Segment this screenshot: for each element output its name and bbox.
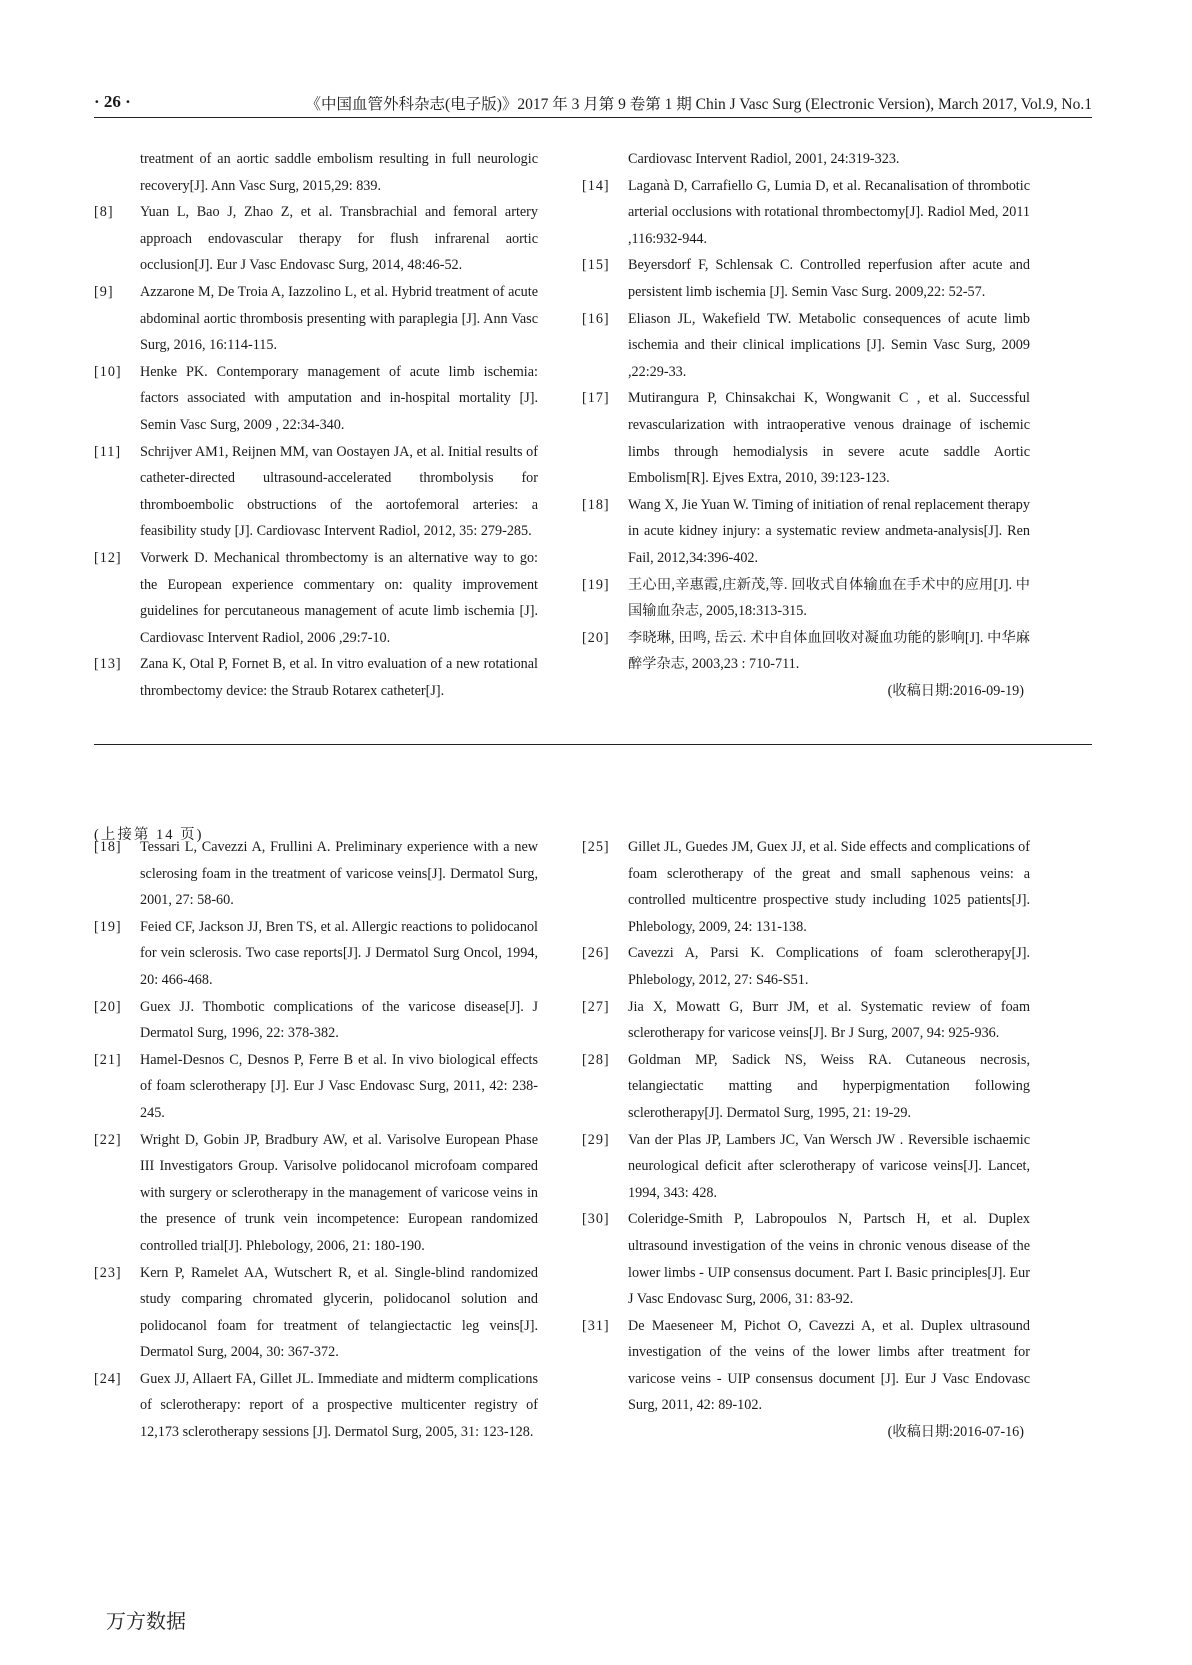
reference-item [582,306,1030,386]
reference-item [582,1047,1030,1127]
top-right-column [582,146,1030,704]
reference-item [582,1206,1030,1312]
reference-list [582,173,1030,678]
received-date: (收稿日期:2016-07-16) [887,1424,1024,1441]
reference-number: [13] [94,656,122,673]
reference-item [94,1260,538,1366]
reference-text: Hamel-Desnos C, Desnos P, Ferre B et al. In vivo biological effects of foam sclerotherapy [J]. Eur J Vasc Endovasc Surg, 2011, 42: 238-245. [140,1051,538,1121]
reference-continuation: Cardiovasc Intervent Radiol, 2001, 24:319-323. [628,151,900,167]
reference-number: [18] [94,839,122,855]
journal-citation: 《中国血管外科杂志(电子版)》2017 年 3 月第 9 卷第 1 期 Chin J Vasc Surg (Electronic Version), March 2017, Vol.9, No.1 [305,96,1092,113]
reference-item [582,492,1030,572]
reference-item [94,439,538,545]
reference-text: Yuan L, Bao J, Zhao Z, et al. Transbrachial and femoral artery approach endovascular therapy for flush infrarenal aortic occlusion[J]. Eur J Vasc Endovasc Surg, 2014, 48:46-52. [140,204,538,274]
reference-number: [11] [94,443,122,460]
reference-text: Henke PK. Contemporary management of acute limb ischemia: factors associated with amputation and in-hospital mortality [J]. Semin Vasc Surg, 2009 , 22:34-340. [140,363,538,433]
reference-item [94,1047,538,1127]
reference-text: Beyersdorf F, Schlensak C. Controlled reperfusion after acute and persistent limb ischemia [J]. Semin Vasc Surg. 2009,22: 52-57. [628,257,1030,300]
reference-text: Vorwerk D. Mechanical thrombectomy is an alternative way to go: the European experience commentary on: quality improvement guidelines for percutaneous management of acute limb ischemia [J]. Cardiovasc Intervent Radiol, 2006 ,29:7-10. [140,549,538,646]
reference-number: [15] [582,257,610,274]
reference-text: Mutirangura P, Chinsakchai K, Wongwanit C , et al. Successful revascularization with intraoperative venous drainage of ischemic limbs through hemodialysis in severe acute saddle Aortic Embolism[R]. Ejves Extra, 2010, 39:123-123. [628,390,1030,487]
reference-text: Zana K, Otal P, Fornet B, et al. In vitro evaluation of a new rotational thrombectomy device: the Straub Rotarex catheter[J]. [140,656,538,699]
reference-continuation: treatment of an aortic saddle embolism resulting in full neurologic recovery[J]. Ann Vasc Surg, 2015,29: 839. [140,151,538,194]
reference-number: [30] [582,1211,610,1228]
reference-item [94,545,538,651]
reference-number: [14] [582,177,610,194]
reference-number: [9] [94,283,114,300]
reference-item [94,1366,538,1446]
reference-number: [27] [582,998,610,1015]
reference-text: Jia X, Mowatt G, Burr JM, et al. Systematic review of foam sclerotherapy for varicose veins[J]. Br J Surg, 2007, 94: 925-936. [628,998,1030,1042]
reference-text: Feied CF, Jackson JJ, Bren TS, et al. Allergic reactions to polidocanol for vein sclerosis. Two case reports[J]. J Dermatol Surg Oncol, 1994, 20: 466-468. [140,918,538,988]
reference-number: [31] [582,1317,610,1334]
reference-item [582,625,1030,678]
reference-number: [23] [94,1264,122,1281]
reference-item [94,1127,538,1260]
reference-text: 王心田,辛惠霞,庄新茂,等. 回收式自体输血在手术中的应用[J]. 中国输血杂志, 2005,18:313-315. [628,576,1030,620]
page-number: · 26 · [94,92,131,111]
reference-list [94,834,538,1446]
reference-text: Laganà D, Carrafiello G, Lumia D, et al. Recanalisation of thrombotic arterial occlusions with rotational thrombectomy[J]. Radiol Med, 2011 ,116:932-944. [628,177,1030,247]
reference-number: [20] [94,998,122,1015]
reference-item [582,994,1030,1047]
reference-item [582,173,1030,253]
reference-number: [29] [582,1131,610,1148]
reference-text: Eliason JL, Wakefield TW. Metabolic consequences of acute limb ischemia and their clinical implications [J]. Semin Vasc Surg, 2009 ,22:29-33. [628,310,1030,380]
reference-text: Azzarone M, De Troia A, Iazzolino L, et al. Hybrid treatment of acute abdominal aortic thrombosis presenting with paraplegia [J]. Ann Vasc Surg, 2016, 16:114-115. [140,283,538,354]
reference-number: [19] [94,918,122,935]
reference-list [582,834,1030,1419]
reference-number: [26] [582,945,610,962]
reference-item [582,834,1030,940]
reference-number: [20] [582,629,610,646]
top-left-column [94,146,538,704]
reference-item [582,252,1030,305]
reference-text: Goldman MP, Sadick NS, Weiss RA. Cutaneous necrosis, telangiectatic matting and hyperpigmentation following sclerotherapy[J]. Dermatol Surg, 1995, 21: 19-29. [628,1051,1030,1121]
reference-text: Cavezzi A, Parsi K. Complications of foam sclerotherapy[J]. Phlebology, 2012, 27: S46-S51. [628,945,1030,988]
reference-number: [10] [94,363,122,380]
reference-item [94,651,538,704]
reference-item [94,994,538,1047]
reference-number: [22] [94,1131,122,1148]
received-date: (收稿日期:2016-09-19) [887,682,1024,699]
reference-text: Gillet JL, Guedes JM, Guex JJ, et al. Side effects and complications of foam sclerotherapy of the great and small saphenous veins: a controlled multicentre prospective study including 1025 patients[J]. Phlebology, 2009, 24: 131-138. [628,839,1030,935]
reference-item [94,834,538,914]
reference-text: Wang X, Jie Yuan W. Timing of initiation of renal replacement therapy in acute kidney injury: a systematic review andmeta-analysis[J]. Ren Fail, 2012,34:396-402. [628,496,1030,566]
reference-number: [17] [582,390,610,407]
reference-item [94,279,538,359]
bottom-right-column [582,834,1030,1446]
reference-number: [8] [94,204,114,221]
reference-number: [21] [94,1051,122,1068]
reference-number: [12] [94,549,122,566]
watermark: 万方数据 [106,1609,186,1633]
reference-item [582,572,1030,625]
running-header [94,92,1092,114]
reference-number: [18] [582,496,610,513]
reference-item [94,359,538,439]
reference-item [582,385,1030,491]
reference-number: [28] [582,1051,610,1068]
reference-text: 李晓琳, 田鸣, 岳云. 术中自体血回收对凝血功能的影响[J]. 中华麻醉学杂志, 2003,23 : 710-711. [628,629,1030,673]
reference-item [94,914,538,994]
reference-number: [16] [582,310,610,327]
header-rule [94,117,1092,118]
reference-text: Wright D, Gobin JP, Bradbury AW, et al. Varisolve European Phase III Investigators Group. Varisolve polidocanol microfoam compared with surgery or sclerotherapy in the management of varicose veins in the presence of trunk vein incompetence: European randomized controlled trial[J]. Phlebology, 2006, 21: 180-190. [140,1131,538,1254]
reference-text: Guex JJ. Thombotic complications of the varicose disease[J]. J Dermatol Surg, 1996, 22: 378-382. [140,998,538,1042]
reference-text: Schrijver AM1, Reijnen MM, van Oostayen JA, et al. Initial results of catheter-directed ultrasound-accelerated thrombolysis for thromboembolic obstructions of the aortofemoral arteries: a feasibility study [J]. Cardiovasc Intervent Radiol, 2012, 35: 279-285. [140,443,538,540]
reference-text: Coleridge-Smith P, Labropoulos N, Partsch H, et al. Duplex ultrasound investigation of the veins in chronic venous disease of the lower limbs - UIP consensus document. Part I. Basic principles[J]. Eur J Vasc Endovasc Surg, 2006, 31: 83-92. [628,1211,1030,1308]
reference-text: Guex JJ, Allaert FA, Gillet JL. Immediate and midterm complications of sclerotherapy: report of a prospective multicenter registry of 12,173 sclerotherapy sessions [J]. Dermatol Surg, 2005, 31: 123-128. [140,1370,538,1441]
reference-text: Tessari L, Cavezzi A, Frullini A. Preliminary experience with a new sclerosing foam in the treatment of varicose veins[J]. Dermatol Surg, 2001, 27: 58-60. [140,839,538,909]
reference-text: De Maeseneer M, Pichot O, Cavezzi A, et al. Duplex ultrasound investigation of the veins of the lower limbs after treatment for varicose veins - UIP consensus document [J]. Eur J Vasc Endovasc Surg, 2011, 42: 89-102. [628,1317,1030,1414]
reference-number: [24] [94,1370,122,1387]
reference-item [94,199,538,279]
reference-item [582,1127,1030,1207]
bottom-left-column [94,834,538,1446]
section-divider [94,744,1092,745]
reference-text: Kern P, Ramelet AA, Wutschert R, et al. Single-blind randomized study comparing chromated glycerin, polidocanol solution and polidocanol foam for treatment of telangiectactic leg veins[J]. Dermatol Surg, 2004, 30: 367-372. [140,1264,538,1361]
reference-number: [19] [582,576,610,593]
reference-item [582,1313,1030,1419]
reference-text: Van der Plas JP, Lambers JC, Van Wersch JW . Reversible ischaemic neurological deficit after sclerotherapy of varicose veins[J]. Lancet, 1994, 343: 428. [628,1131,1030,1201]
reference-list [94,199,538,704]
continued-from-label: (上接第 14 页) [94,827,204,843]
reference-number: [25] [582,839,610,855]
reference-item [582,940,1030,993]
